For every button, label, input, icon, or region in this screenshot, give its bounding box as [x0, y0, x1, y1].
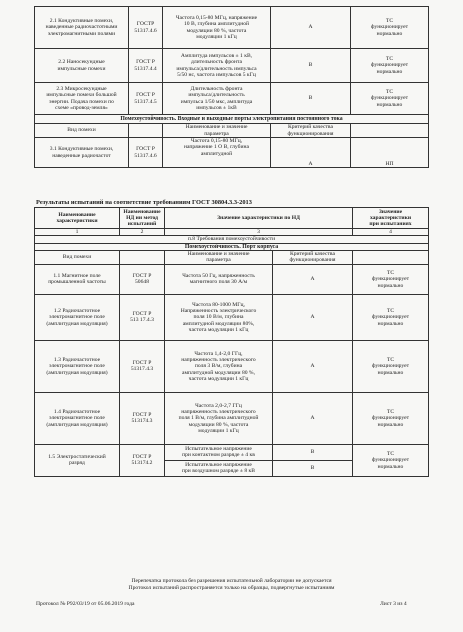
test-result: ТС функционирует нормально	[353, 392, 429, 444]
standard-ref: ГОСТ Р 513 17.4.3	[120, 294, 165, 340]
section-row	[35, 243, 429, 250]
bottom-results-table	[34, 207, 429, 477]
standard-ref: ГОСТ Р 51317.4.3	[120, 340, 165, 392]
table-row	[35, 264, 429, 294]
standard-ref: ГОСТР 51317.4.6	[129, 7, 163, 49]
table-row	[35, 294, 429, 340]
requirement-row	[35, 236, 429, 243]
test-name: 2.2 Наносекундные импульсные помехи	[35, 49, 129, 83]
test-result: ТС функционирует нормально	[351, 7, 429, 49]
parameter-value: Частота 2,0-2,7 ГГц напряженность электрического поля 1 В/м, глубина амплитудной модуляции 80 %, частота модуляции 1 кГц	[165, 392, 273, 444]
standard-ref: ГОСТ Р 51317.4.5	[129, 83, 163, 115]
table-row	[35, 49, 429, 83]
sub-header-empty	[353, 250, 429, 264]
parameter-value: Испытательное напряжение при контактном разряде ± 4 кв	[165, 444, 273, 460]
test-result: ТС функционирует нормально	[353, 264, 429, 294]
criterion: В	[273, 460, 353, 476]
sub-header-empty	[120, 250, 165, 264]
test-result: ТС функционирует нормально	[353, 444, 429, 476]
parameter-value: Частота 1,4-2,0 ГГц, напряженность электрического поля 3 В/м, глубина амплитудной модуляции 80 %, частота модуляции 1 кГц	[165, 340, 273, 392]
header-method: Наименование НД ии метод испытаний	[120, 208, 165, 229]
table-row	[35, 138, 429, 168]
criterion: В	[273, 444, 353, 460]
numbers-row	[35, 229, 429, 236]
header-characteristic: Наименование характеристики	[35, 208, 120, 229]
top-results-table	[34, 6, 429, 168]
sub-header-row	[35, 124, 429, 138]
test-name: 1.4 Радиочастотное электромагнитное поле (амплитудная модуляция)	[35, 392, 120, 444]
sub-header-criterion: Критерий качества функционирования	[273, 250, 353, 264]
sub-header-empty	[129, 124, 163, 138]
footer-protocol: Протокол № Р92/03/19 от 05.06.2019 года	[36, 601, 135, 607]
parameter-value: Частота 0,15-80 МГц, напряжение 1 О В, глубина амплитудной	[163, 138, 271, 168]
test-name: 2.1 Кондуктивные помехи, наведенные радиочастотными электромагнитными полями	[35, 7, 129, 49]
parameter-value: Испытательное напряжение при воздушном разряде ± 8 кВ	[165, 460, 273, 476]
standard-ref: ГОСТ Р 51317.4.6	[129, 138, 163, 168]
criterion: А	[273, 294, 353, 340]
header-value-nd: Значение характеристики по НД	[165, 208, 353, 229]
results-title: Результаты испытаний на соответствие требованиям ГОСТ 30804.3.3-2013	[36, 199, 252, 206]
test-result: НП	[351, 138, 429, 168]
footer-note-2: Протокол испытаний распространяется только на образцы, подвергнутые испытаниям	[128, 585, 335, 591]
parameter-value: Длительность фронта импульса/длительность импульса 1/50 мкс, амплитуда импульсов ± 1кВ	[163, 83, 271, 115]
col-number: 1	[35, 229, 120, 236]
table-row	[35, 392, 429, 444]
col-number: 3	[165, 229, 353, 236]
criterion: А	[273, 264, 353, 294]
parameter-value: Частота 50 Гц, напряженность магнитного поля 30 А/м	[165, 264, 273, 294]
sub-header-kind: Вид помехи	[35, 124, 129, 138]
requirement-line: п.8 Требования помехоустойчивости	[35, 236, 429, 243]
test-name: 2.3 Микросекундные импульсные помехи большой энергии. Подача помехи по схеме «провод-земля»	[35, 83, 129, 115]
section-title: Помехоустойчивость. Входные и выходные порты электропитания постоянного тока	[35, 115, 429, 124]
test-result: ТС функционирует нормально	[351, 83, 429, 115]
sub-header-row	[35, 250, 429, 264]
test-name: 3.1 Кондуктивные помехи, наведенные радиочастот	[35, 138, 129, 168]
table-row	[35, 7, 429, 49]
standard-ref: ГОСТ Р 513174.2	[120, 444, 165, 476]
footer-page-number: Лист 3 из 4	[380, 601, 407, 607]
sub-header-param: Наименование и значение параметра	[163, 124, 271, 138]
header-value-test: Значение характеристики при испытаниях	[353, 208, 429, 229]
test-result: ТС функционирует нормально	[351, 49, 429, 83]
section-row	[35, 115, 429, 124]
table-row-esd	[35, 444, 429, 460]
parameter-value: Амплитуда импульсов ± 1 кВ, длительность фронта импульса/длительность импульса 5/50 нс, частота импульсов 5 кГц	[163, 49, 271, 83]
test-result: ТС функционирует нормально	[353, 294, 429, 340]
section-title: Помехоустойчивость. Порт корпуса	[35, 243, 429, 250]
standard-ref: ГОСТ Р 513174.3	[120, 392, 165, 444]
criterion: А	[271, 138, 351, 168]
sub-header-param: Наименование и значение параметра	[165, 250, 273, 264]
footer-note-1: Перепечатка протокола без разрешения испытательной лаборатории не допускается	[131, 578, 332, 584]
parameter-value: Частота 0,15-80 МГц, напряжение 10 В, глубина амплитудной модуляции 80 %, частота модуляции 1 кГц	[163, 7, 271, 49]
criterion: А	[273, 392, 353, 444]
criterion: А	[271, 7, 351, 49]
criterion: В	[271, 49, 351, 83]
test-name: 1.3 Радиочастотное электромагнитное поле (амплитудная модуляция)	[35, 340, 120, 392]
sub-header-criterion: Критерий качества функционирования	[271, 124, 351, 138]
table-row	[35, 340, 429, 392]
test-name: 1.1 Магнитное поле промышленной частоты	[35, 264, 120, 294]
sub-header-empty	[351, 124, 429, 138]
test-name: 1.5 Электростатический разряд	[35, 444, 120, 476]
sub-header-kind: Вид помехи	[35, 250, 120, 264]
test-result: ТС функционирует нормально	[353, 340, 429, 392]
standard-ref: ГОСТ Р 51317.4.4	[129, 49, 163, 83]
col-number: 2	[120, 229, 165, 236]
criterion: А	[273, 340, 353, 392]
standard-ref: ГОСТ Р 50648	[120, 264, 165, 294]
parameter-value: Частота 80-1000 МГц, Напряженность электрического поля 10 В/м, глубина амплитудной модуляции 80%, частота модуляции 1 кГц	[165, 294, 273, 340]
criterion: В	[271, 83, 351, 115]
col-number: 4	[353, 229, 429, 236]
test-name: 1.2 Радиочастотное электромагнитное поле (амплитудная модуляция)	[35, 294, 120, 340]
header-row	[35, 208, 429, 229]
table-row	[35, 83, 429, 115]
